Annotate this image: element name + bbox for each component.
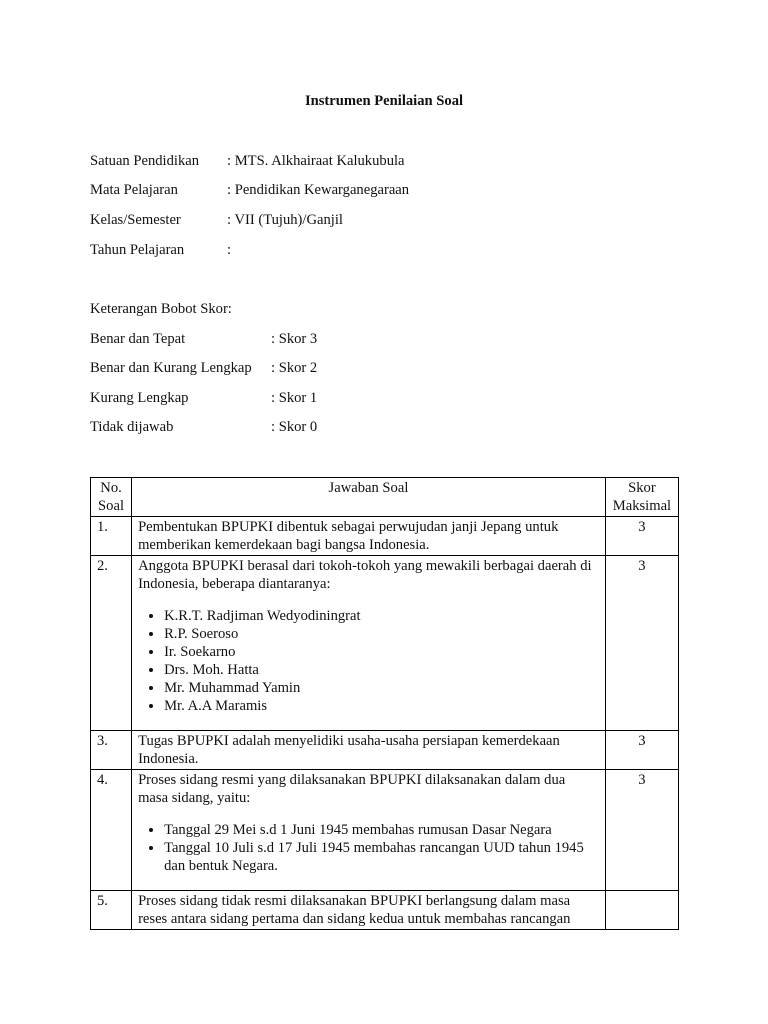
info-label: Mata Pelajaran xyxy=(90,182,178,198)
info-value: : VII (Tujuh)/Ganjil xyxy=(227,212,343,228)
row-answer xyxy=(132,731,606,770)
bobot-heading: Keterangan Bobot Skor: xyxy=(90,301,232,317)
header-no-soal xyxy=(91,478,132,517)
info-value: : MTS. Alkhairaat Kalukubula xyxy=(227,153,405,169)
row-number: 4. xyxy=(91,770,132,891)
header-no-line1: No. xyxy=(100,480,122,496)
row-number: 5. xyxy=(91,891,132,930)
bobot-row-3 xyxy=(90,331,317,348)
row-number: 2. xyxy=(91,556,132,731)
table-header-row xyxy=(91,478,679,517)
bobot-value: : Skor 2 xyxy=(271,360,318,376)
row-answer xyxy=(132,517,606,556)
row-answer-text: Anggota BPUPKI berasal dari tokoh-tokoh yang mewakili berbagai daerah di Indonesia, beberapa diantaranya: xyxy=(138,558,592,592)
row-answer-text: Proses sidang resmi yang dilaksanakan BPUPKI dilaksanakan dalam dua masa sidang, yaitu: xyxy=(138,772,566,806)
header-skor-maksimal xyxy=(605,478,678,517)
bobot-label: Tidak dijawab xyxy=(90,419,174,435)
bobot-value: : Skor 0 xyxy=(271,419,318,435)
row-score: 3 xyxy=(605,731,678,770)
list-item: • R.P. Soeroso xyxy=(164,625,599,643)
info-row-satuan xyxy=(90,153,405,170)
list-item: • Drs. Moh. Hatta xyxy=(164,661,599,679)
table-row xyxy=(91,556,679,731)
table-row xyxy=(91,770,679,891)
info-row-mapel xyxy=(90,182,409,199)
bobot-label: Benar dan Tepat xyxy=(90,331,186,347)
list-item: • Tanggal 29 Mei s.d 1 Juni 1945 membahas rumusan Dasar Negara xyxy=(164,821,599,839)
row-answer-text: Pembentukan BPUPKI dibentuk sebagai perwujudan janji Jepang untuk memberikan kemerdekaan bagi bangsa Indonesia. xyxy=(138,519,559,553)
row-score: 3 xyxy=(605,770,678,891)
header-skor-line1: Skor xyxy=(628,480,656,496)
info-label: Tahun Pelajaran xyxy=(90,242,185,258)
bobot-label: Benar dan Kurang Lengkap xyxy=(90,360,252,376)
member-list xyxy=(138,607,599,715)
session-list xyxy=(138,821,599,875)
row-score: 3 xyxy=(605,556,678,731)
bobot-label: Kurang Lengkap xyxy=(90,390,189,406)
bobot-row-0 xyxy=(90,419,317,436)
row-answer xyxy=(132,770,606,891)
bobot-value: : Skor 3 xyxy=(271,331,318,347)
list-item: • Tanggal 10 Juli s.d 17 Juli 1945 membahas rancangan UUD tahun 1945 dan bentuk Negara. xyxy=(164,839,599,875)
row-answer-text: Tugas BPUPKI adalah menyelidiki usaha-usaha persiapan kemerdekaan Indonesia. xyxy=(138,733,560,767)
answer-table xyxy=(90,477,679,930)
info-row-tahun xyxy=(90,242,231,259)
row-number: 3. xyxy=(91,731,132,770)
list-item: • K.R.T. Radjiman Wedyodiningrat xyxy=(164,607,599,625)
row-score: 3 xyxy=(605,517,678,556)
document-title: Instrumen Penilaian Soal xyxy=(304,93,464,109)
table-row xyxy=(91,731,679,770)
table-row xyxy=(91,517,679,556)
header-jawaban-soal: Jawaban Soal xyxy=(132,478,606,517)
header-no-line2: Soal xyxy=(98,498,124,514)
row-answer-text: Proses sidang tidak resmi dilaksanakan BPUPKI berlangsung dalam masa reses antara sidang pertama dan sidang kedua untuk membahas rancangan xyxy=(138,893,571,927)
bobot-row-2 xyxy=(90,360,317,377)
info-label: Kelas/Semester xyxy=(90,212,181,228)
bobot-row-1 xyxy=(90,390,317,407)
info-value: : xyxy=(227,242,232,258)
row-answer xyxy=(132,556,606,731)
row-score xyxy=(605,891,678,930)
table-row xyxy=(91,891,679,930)
info-label: Satuan Pendidikan xyxy=(90,153,200,169)
list-item: • Ir. Soekarno xyxy=(164,643,599,661)
info-row-kelas xyxy=(90,212,343,229)
bobot-value: : Skor 1 xyxy=(271,390,318,406)
header-skor-line2: Maksimal xyxy=(612,498,672,514)
row-answer xyxy=(132,891,606,930)
row-number: 1. xyxy=(91,517,132,556)
list-item: • Mr. Muhammad Yamin xyxy=(164,679,599,697)
list-item: • Mr. A.A Maramis xyxy=(164,697,599,715)
info-value: : Pendidikan Kewarganegaraan xyxy=(227,182,410,198)
